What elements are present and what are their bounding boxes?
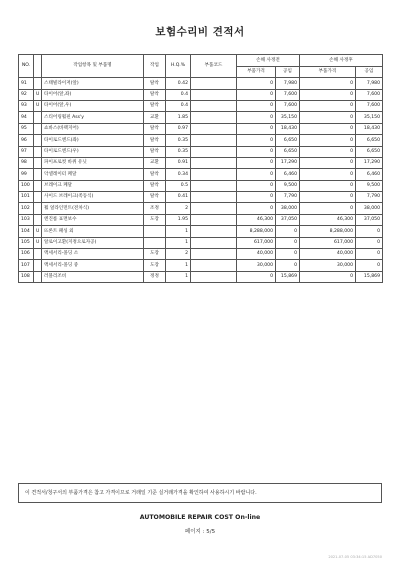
row-part-price-after: 8,288,000 xyxy=(300,226,356,237)
row-part-price-before: 8,288,000 xyxy=(237,226,276,237)
row-part-price-before: 40,000 xyxy=(237,249,276,260)
row-no: 91 xyxy=(19,78,34,89)
row-no: 104 xyxy=(19,226,34,237)
row-part-price-before: 0 xyxy=(237,203,276,214)
row-part-price-after: 46,300 xyxy=(300,214,356,225)
row-part-price-before: 0 xyxy=(237,271,276,282)
col-header-no: NO. xyxy=(19,55,34,78)
row-part-price-after: 0 xyxy=(300,135,356,146)
table-row xyxy=(19,169,383,180)
row-work-type: 정정 xyxy=(144,271,166,282)
row-labor-before: 6,650 xyxy=(276,135,300,146)
row-no: 107 xyxy=(19,260,34,271)
row-labor-before: 38,000 xyxy=(276,203,300,214)
row-labor-after: 38,000 xyxy=(356,203,383,214)
row-labor-before: 0 xyxy=(276,260,300,271)
row-item-name: 타이어(앞,우) xyxy=(42,100,144,111)
document-title: 보험수리비 견적서 xyxy=(155,26,245,38)
row-no: 103 xyxy=(19,214,34,225)
row-labor-before: 37,050 xyxy=(276,214,300,225)
row-qty: 0.34 xyxy=(166,169,191,180)
row-labor-before: 15,869 xyxy=(276,271,300,282)
table-row xyxy=(19,271,383,282)
row-part-code xyxy=(191,192,237,203)
notice-box: 이 견적서/청구서의 부품가격은 참고 가격이므로 거래일 기준 실거래가격을 확인하여 사용하시기 바랍니다. xyxy=(18,483,382,503)
row-part-code xyxy=(191,271,237,282)
row-labor-before: 7,600 xyxy=(276,89,300,100)
row-labor-before: 6,650 xyxy=(276,146,300,157)
col-header-labor: 공임 xyxy=(276,66,300,78)
row-work-type: 탈착 xyxy=(144,169,166,180)
row-labor-after: 17,290 xyxy=(356,157,383,168)
row-item-name: 쇼바스(바랙지어) xyxy=(42,123,144,134)
row-item-name: 사이드 브레이크(족동식) xyxy=(42,192,144,203)
col-header-work: 작업 xyxy=(144,55,166,78)
row-qty: 0.35 xyxy=(166,135,191,146)
row-part-price-before: 0 xyxy=(237,89,276,100)
col-header-code: 부품코드 xyxy=(191,55,237,78)
row-part-price-after: 0 xyxy=(300,203,356,214)
col-header-unit xyxy=(34,55,42,78)
table-row xyxy=(19,78,383,89)
row-part-price-after: 0 xyxy=(300,146,356,157)
row-no: 98 xyxy=(19,157,34,168)
row-no: 97 xyxy=(19,146,34,157)
row-unit-flag xyxy=(34,112,42,123)
row-no: 106 xyxy=(19,249,34,260)
row-work-type xyxy=(144,226,166,237)
row-no: 105 xyxy=(19,237,34,248)
row-work-type: 탈착 xyxy=(144,89,166,100)
col-header-item: 작업항목 및 부품명 xyxy=(42,55,144,78)
row-qty: 0.41 xyxy=(166,192,191,203)
row-qty: 0.91 xyxy=(166,157,191,168)
row-unit-flag xyxy=(34,180,42,191)
row-labor-after: 7,790 xyxy=(356,192,383,203)
row-labor-before: 0 xyxy=(276,237,300,248)
row-part-price-after: 0 xyxy=(300,78,356,89)
row-part-price-after: 40,000 xyxy=(300,249,356,260)
row-labor-before: 0 xyxy=(276,226,300,237)
row-labor-before: 7,790 xyxy=(276,192,300,203)
row-unit-flag xyxy=(34,146,42,157)
row-part-price-before: 0 xyxy=(237,157,276,168)
row-part-code xyxy=(191,169,237,180)
row-part-price-after: 0 xyxy=(300,169,356,180)
row-unit-flag xyxy=(34,78,42,89)
row-item-name: 액세서리-몰딩 중 xyxy=(42,260,144,271)
row-no: 108 xyxy=(19,271,34,282)
row-work-type xyxy=(144,237,166,248)
row-qty: 0.4 xyxy=(166,100,191,111)
table-row xyxy=(19,203,383,214)
table-row xyxy=(19,123,383,134)
row-part-price-after: 0 xyxy=(300,271,356,282)
page-number: 페이지 : 5/5 xyxy=(184,529,216,535)
row-labor-after: 0 xyxy=(356,226,383,237)
col-header-after-group: 손해 사정후 xyxy=(300,55,383,67)
row-unit-flag xyxy=(34,260,42,271)
row-qty: 0.35 xyxy=(166,146,191,157)
row-item-name: 뜨론트 패싱 외 xyxy=(42,226,144,237)
row-part-price-after: 30,000 xyxy=(300,260,356,271)
row-part-price-after: 0 xyxy=(300,192,356,203)
row-labor-before: 0 xyxy=(276,249,300,260)
row-work-type: 탈착 xyxy=(144,192,166,203)
row-labor-after: 0 xyxy=(356,237,383,248)
row-labor-after: 0 xyxy=(356,249,383,260)
row-part-price-before: 0 xyxy=(237,135,276,146)
row-part-price-before: 0 xyxy=(237,78,276,89)
row-labor-after: 35,150 xyxy=(356,112,383,123)
row-labor-after: 7,600 xyxy=(356,89,383,100)
row-qty: 1 xyxy=(166,260,191,271)
row-labor-before: 18,430 xyxy=(276,123,300,134)
table-row xyxy=(19,112,383,123)
row-labor-before: 17,290 xyxy=(276,157,300,168)
row-part-price-before: 0 xyxy=(237,169,276,180)
table-row xyxy=(19,237,383,248)
col-header-part-price: 부품가격 xyxy=(237,66,276,78)
row-part-code xyxy=(191,135,237,146)
row-qty: 1 xyxy=(166,271,191,282)
row-no: 93 xyxy=(19,100,34,111)
row-item-name: 타이로드엔드(우) xyxy=(42,146,144,157)
table-row xyxy=(19,226,383,237)
row-item-name: 브레이크 페달 xyxy=(42,180,144,191)
row-part-price-before: 0 xyxy=(237,100,276,111)
row-item-name: 러블리조비 xyxy=(42,271,144,282)
table-row xyxy=(19,89,383,100)
row-work-type: 교환 xyxy=(144,112,166,123)
row-part-code xyxy=(191,112,237,123)
row-part-price-after: 0 xyxy=(300,100,356,111)
table-row xyxy=(19,135,383,146)
row-part-price-after: 0 xyxy=(300,123,356,134)
row-part-code xyxy=(191,226,237,237)
row-qty: 0.42 xyxy=(166,78,191,89)
row-labor-before: 9,500 xyxy=(276,180,300,191)
row-part-code xyxy=(191,123,237,134)
row-unit-flag xyxy=(34,271,42,282)
row-labor-after: 6,650 xyxy=(356,135,383,146)
row-part-price-before: 617,000 xyxy=(237,237,276,248)
row-no: 102 xyxy=(19,203,34,214)
row-work-type: 교환 xyxy=(144,157,166,168)
row-work-type: 탈착 xyxy=(144,78,166,89)
row-qty: 1 xyxy=(166,237,191,248)
row-part-code xyxy=(191,260,237,271)
row-item-name: 악셀레이터 페달 xyxy=(42,169,144,180)
table-row xyxy=(19,260,383,271)
row-qty: 0.97 xyxy=(166,123,191,134)
row-part-code xyxy=(191,157,237,168)
row-part-price-before: 0 xyxy=(237,146,276,157)
col-header-part-price-after: 부품가격 xyxy=(300,66,356,78)
row-labor-after: 18,430 xyxy=(356,123,383,134)
row-unit-flag xyxy=(34,135,42,146)
row-work-type: 도장 xyxy=(144,214,166,225)
row-no: 94 xyxy=(19,112,34,123)
row-no: 96 xyxy=(19,135,34,146)
row-work-type: 도장 xyxy=(144,260,166,271)
row-item-name: 타이어(앞,좌) xyxy=(42,89,144,100)
row-no: 100 xyxy=(19,180,34,191)
row-labor-before: 35,150 xyxy=(276,112,300,123)
row-part-code xyxy=(191,203,237,214)
row-labor-after: 0 xyxy=(356,260,383,271)
row-part-price-before: 46,300 xyxy=(237,214,276,225)
row-labor-after: 37,050 xyxy=(356,214,383,225)
row-qty: 1 xyxy=(166,226,191,237)
row-item-name: 알로이고환(지정으로자공) xyxy=(42,237,144,248)
col-header-qty: H.Q.% xyxy=(166,55,191,78)
row-item-name: 스태빌라이저(앞) xyxy=(42,78,144,89)
row-part-price-after: 0 xyxy=(300,112,356,123)
row-no: 92 xyxy=(19,89,34,100)
row-part-price-before: 30,000 xyxy=(237,260,276,271)
row-labor-after: 7,600 xyxy=(356,100,383,111)
row-qty: 1.95 xyxy=(166,214,191,225)
row-qty: 2 xyxy=(166,203,191,214)
table-row xyxy=(19,100,383,111)
estimate-table xyxy=(18,54,383,283)
row-part-price-before: 0 xyxy=(237,180,276,191)
row-qty: 0.4 xyxy=(166,89,191,100)
table-row xyxy=(19,180,383,191)
row-labor-after: 9,500 xyxy=(356,180,383,191)
row-item-name: 스티어링휠핀 Ass'y xyxy=(42,112,144,123)
row-part-code xyxy=(191,78,237,89)
row-work-type: 탈착 xyxy=(144,135,166,146)
row-work-type: 탈착 xyxy=(144,123,166,134)
row-unit-flag xyxy=(34,214,42,225)
row-labor-before: 7,600 xyxy=(276,100,300,111)
row-labor-after: 6,650 xyxy=(356,146,383,157)
row-labor-before: 6,460 xyxy=(276,169,300,180)
row-part-code xyxy=(191,249,237,260)
table-row xyxy=(19,157,383,168)
row-part-price-after: 0 xyxy=(300,89,356,100)
row-part-price-after: 0 xyxy=(300,180,356,191)
row-unit-flag: U xyxy=(34,89,42,100)
row-labor-before: 7,980 xyxy=(276,78,300,89)
row-part-price-before: 0 xyxy=(237,112,276,123)
row-part-code xyxy=(191,180,237,191)
row-labor-after: 6,460 xyxy=(356,169,383,180)
col-header-before-group: 손해 사정전 xyxy=(237,55,300,67)
row-no: 95 xyxy=(19,123,34,134)
col-header-labor-after: 공임 xyxy=(356,66,383,78)
row-labor-after: 15,869 xyxy=(356,271,383,282)
row-item-name: 타이로드엔드(좌) xyxy=(42,135,144,146)
table-row xyxy=(19,214,383,225)
row-part-price-after: 617,000 xyxy=(300,237,356,248)
row-work-type: 도장 xyxy=(144,249,166,260)
print-stamp: 2021-07-05 03:34:15 AD7050 xyxy=(328,555,382,559)
row-item-name: 엔진룸 표면보수 xyxy=(42,214,144,225)
row-part-code xyxy=(191,89,237,100)
row-item-name: 액세서리-몰딩 소 xyxy=(42,249,144,260)
row-no: 101 xyxy=(19,192,34,203)
row-work-type: 조정 xyxy=(144,203,166,214)
row-part-code xyxy=(191,237,237,248)
row-part-code xyxy=(191,100,237,111)
row-unit-flag xyxy=(34,249,42,260)
row-work-type: 탈착 xyxy=(144,100,166,111)
row-unit-flag: U xyxy=(34,226,42,237)
row-unit-flag xyxy=(34,169,42,180)
table-row xyxy=(19,192,383,203)
table-row xyxy=(19,249,383,260)
row-unit-flag: U xyxy=(34,100,42,111)
footer-title: AUTOMOBILE REPAIR COST On-line xyxy=(139,514,261,521)
row-qty: 1.85 xyxy=(166,112,191,123)
row-part-code xyxy=(191,146,237,157)
row-part-code xyxy=(191,214,237,225)
row-work-type: 탈착 xyxy=(144,180,166,191)
row-unit-flag: U xyxy=(34,237,42,248)
row-unit-flag xyxy=(34,203,42,214)
row-qty: 2 xyxy=(166,249,191,260)
row-part-price-before: 0 xyxy=(237,123,276,134)
row-no: 99 xyxy=(19,169,34,180)
row-qty: 0.5 xyxy=(166,180,191,191)
table-row xyxy=(19,146,383,157)
row-item-name: 휠 얼라인먼트(전차식) xyxy=(42,203,144,214)
table-header-row xyxy=(19,55,383,67)
row-item-name: 파이프로컷 바퀴 유닛 xyxy=(42,157,144,168)
row-labor-after: 7,980 xyxy=(356,78,383,89)
row-work-type: 탈착 xyxy=(144,146,166,157)
row-unit-flag xyxy=(34,192,42,203)
row-unit-flag xyxy=(34,157,42,168)
row-part-price-after: 0 xyxy=(300,157,356,168)
row-part-price-before: 0 xyxy=(237,192,276,203)
row-unit-flag xyxy=(34,123,42,134)
